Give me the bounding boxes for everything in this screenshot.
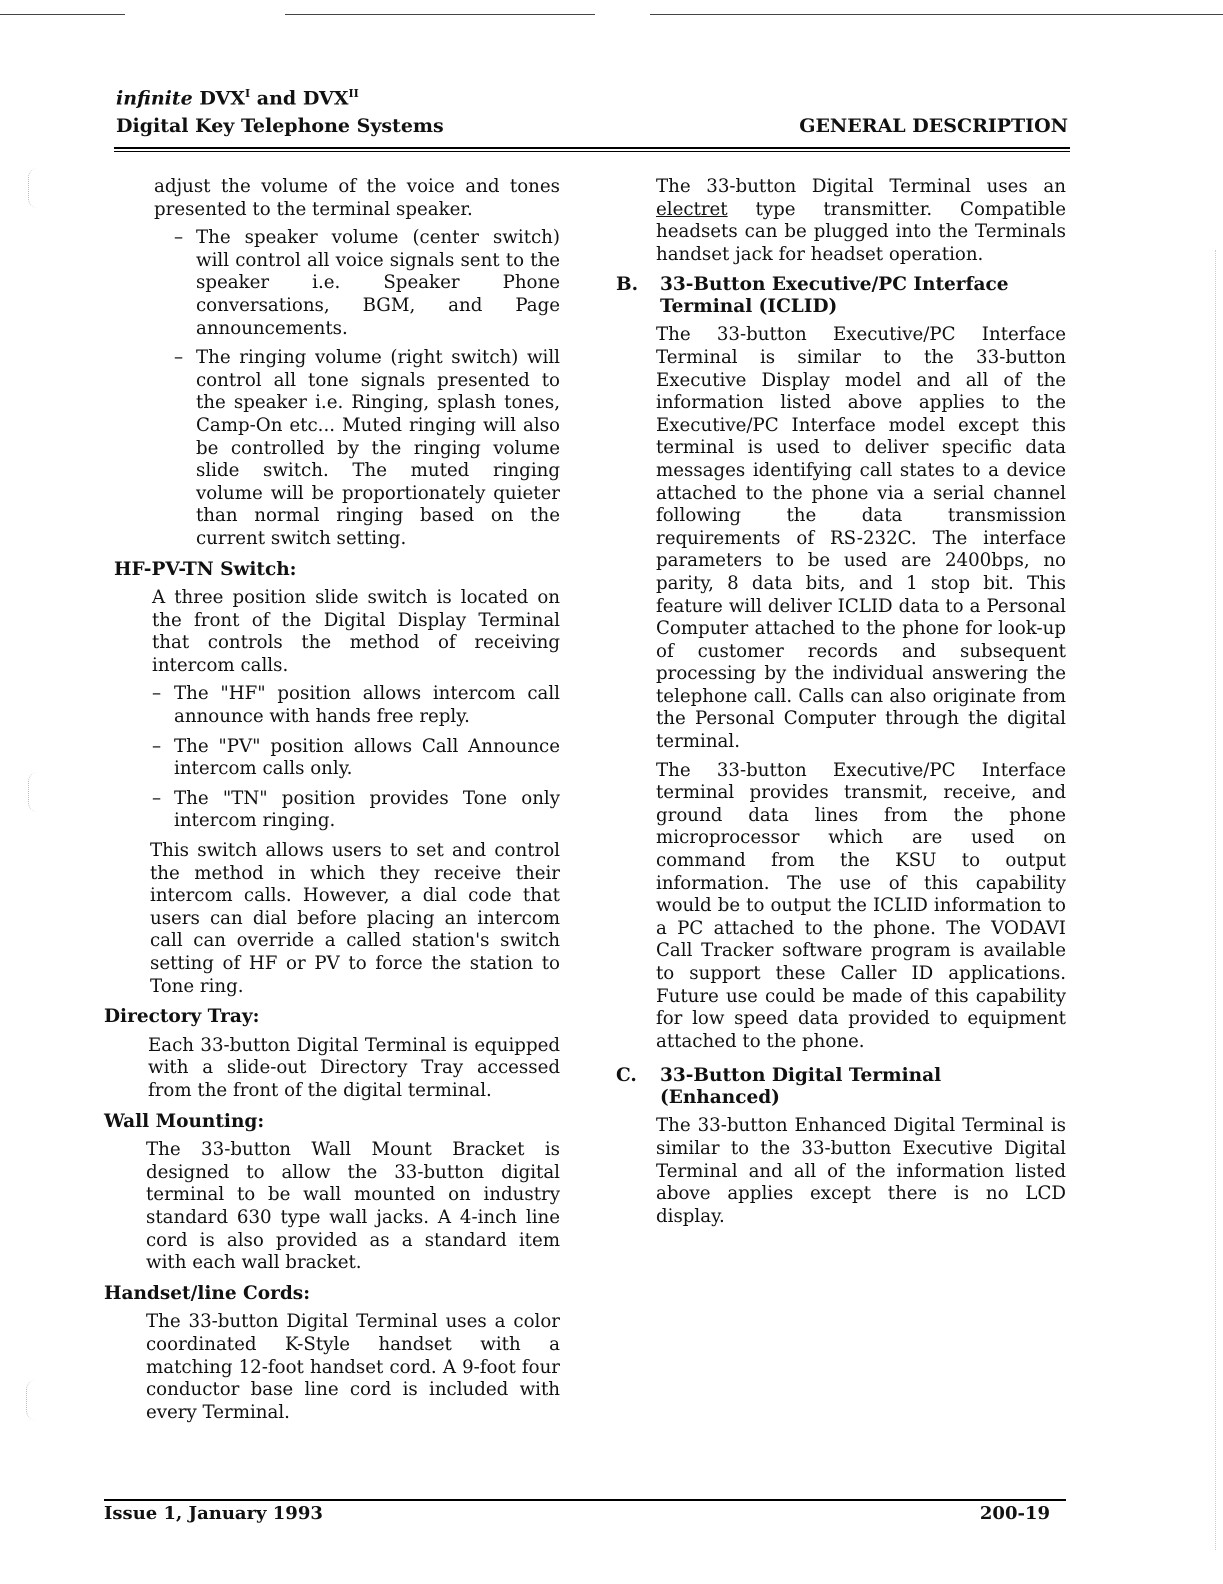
bullet-text: The "TN" position provides Tone only intercom ringing.: [174, 787, 560, 832]
page-number: 200-19: [979, 1503, 1050, 1524]
bullet-item: – The ringing volume (right switch) will control all tone signals presented to the speaker i.e. Ringing, splash tones, Camp-On etc... Muted ringing will also be controlled by the ringing volume slide switch. The muted ringing volume will be proportionately quieter than normal ringing based on the current switch setting.: [174, 347, 560, 549]
section-b-heading: [616, 274, 1066, 318]
bullet-item: – The speaker volume (center switch) will control all voice signals sent to the speaker i.e. Speaker Phone conversations, BGM, and Page announcements.: [174, 227, 560, 339]
bullet-text: The ringing volume (right switch) will control all tone signals presented to the speaker i.e. Ringing, splash tones, Camp-On etc... Muted ringing will also be controlled by the ringing volume slide switch. The muted ringing volume will be proportionately quieter than normal ringing based on the current switch setting.: [196, 347, 560, 549]
right-column: [616, 176, 1066, 1234]
heading-directory-tray: Directory Tray:: [104, 1006, 260, 1028]
header-rule: [114, 147, 1070, 149]
scan-margin-mark: [28, 772, 47, 812]
cords-text: The 33-button Digital Terminal uses a color coordinated K-Style handset with a matching 12-foot handset cord. A 9-foot four conductor base line cord is included with every Terminal.: [146, 1311, 560, 1423]
scan-edge-line: [650, 14, 1223, 15]
header-section: GENERAL DESCRIPTION: [799, 115, 1068, 138]
scan-right-edge: [1215, 250, 1217, 1550]
section-c-paragraph: The 33-button Enhanced Digital Terminal is similar to the 33-button Executive Digital Terminal and all of the information listed above applies except there is no LCD display.: [656, 1115, 1066, 1227]
wall-text: The 33-button Wall Mount Bracket is designed to allow the 33-button digital terminal to be wall mounted on industry standard 630 type wall jacks. A 4-inch line cord is also provided as a standard item with each wall bracket.: [146, 1139, 560, 1274]
bullet-item: – The "HF" position allows intercom call announce with hands free reply.: [152, 683, 560, 728]
header-row: [116, 114, 1068, 138]
scan-margin-mark: [28, 168, 47, 208]
header-rule-thin: [114, 151, 1070, 152]
bullet-text: The "PV" position allows Call Announce intercom calls only.: [174, 735, 560, 780]
brand-italic: infinite: [116, 87, 193, 110]
page-footer: [104, 1503, 1050, 1524]
brand-dvx2: and DVX: [256, 87, 349, 110]
brand-sup1: I: [245, 87, 251, 100]
section-c-heading: [616, 1065, 1066, 1109]
section-c-title: 33-Button Digital Terminal (Enhanced): [660, 1065, 942, 1109]
scan-edge-line: [0, 14, 125, 15]
brand-sup2: II: [348, 87, 359, 100]
header-subtitle: Digital Key Telephone Systems: [116, 115, 444, 138]
scan-margin-mark: [26, 1380, 45, 1420]
bullet-item: – The "TN" position provides Tone only intercom ringing.: [152, 787, 560, 832]
brand-line: [116, 82, 1068, 110]
section-c-letter: C.: [616, 1065, 637, 1087]
heading-handset-cords: Handset/line Cords:: [104, 1282, 311, 1304]
transmitter-paragraph: [616, 176, 1066, 266]
transmitter-text-b: type transmitter. Compatible headsets can be plugged into the Terminals handset jack for headset operation.: [656, 198, 1066, 265]
scan-edge-line: [285, 14, 595, 15]
bullet-text: The "HF" position allows intercom call announce with hands free reply.: [174, 683, 560, 728]
hf-intro: A three position slide switch is located on the front of the Digital Display Terminal that controls the method of receiving intercom calls.: [152, 587, 560, 676]
footer-issue: Issue 1, January 1993: [104, 1503, 323, 1524]
bullet-item: – The "PV" position allows Call Announce intercom calls only.: [152, 735, 560, 780]
section-b-paragraph-2: The 33-button Executive/PC Interface terminal provides transmit, receive, and ground data lines from the phone microprocessor which are used on command from the KSU to output information. The use of this capability would be to output the ICLID information to a PC attached to the phone. The VODAVI Call Tracker software program is available to support these Caller ID applications. Future use could be made of this capability for low speed data provided to equipment attached to the phone.: [656, 759, 1066, 1052]
bullet-text: The speaker volume (center switch) will control all voice signals sent to the speaker i.e. Speaker Phone conversations, BGM, and Page announcements.: [196, 227, 560, 339]
left-column: [104, 176, 560, 1430]
directory-text: Each 33-button Digital Terminal is equipped with a slide-out Directory Tray accessed from the front of the digital terminal.: [148, 1034, 560, 1101]
section-b-letter: B.: [616, 274, 639, 296]
transmitter-text-a: The 33-button Digital Terminal uses an: [656, 176, 1066, 197]
brand-dvx1: DVX: [199, 87, 246, 110]
section-b-title: 33-Button Executive/PC Interface Terminal (ICLID): [660, 274, 1009, 318]
heading-wall-mounting: Wall Mounting:: [104, 1110, 265, 1132]
transmitter-underlined: electret: [656, 198, 728, 220]
hf-after: This switch allows users to set and control the method in which they receive their intercom calls. However, a dial code that users can dial before placing an intercom call can override a called station's switch setting of HF or PV to force the station to Tone ring.: [150, 840, 560, 997]
page-header: [116, 82, 1068, 138]
heading-hf-switch: HF-PV-TN Switch:: [114, 558, 297, 580]
footer-rule: [104, 1499, 1066, 1501]
section-b-paragraph-1: The 33-button Executive/PC Interface Terminal is similar to the 33-button Executive Display model and all of the information listed above applies to the Executive/PC Interface model except this terminal is used to deliver specific data messages identifying call states to a device attached to the phone via a serial channel following the data transmission requirements of RS-232C. The interface parameters to be used are 2400bps, no parity, 8 data bits, and 1 stop bit. This feature will deliver ICLID data to a Personal Computer attached to the phone for look-up of customer records and subsequent processing by the individual answering the telephone call. Calls can also originate from the Personal Computer through the digital terminal.: [656, 324, 1066, 753]
intro-paragraph: adjust the volume of the voice and tones presented to the terminal speaker.: [154, 176, 560, 220]
